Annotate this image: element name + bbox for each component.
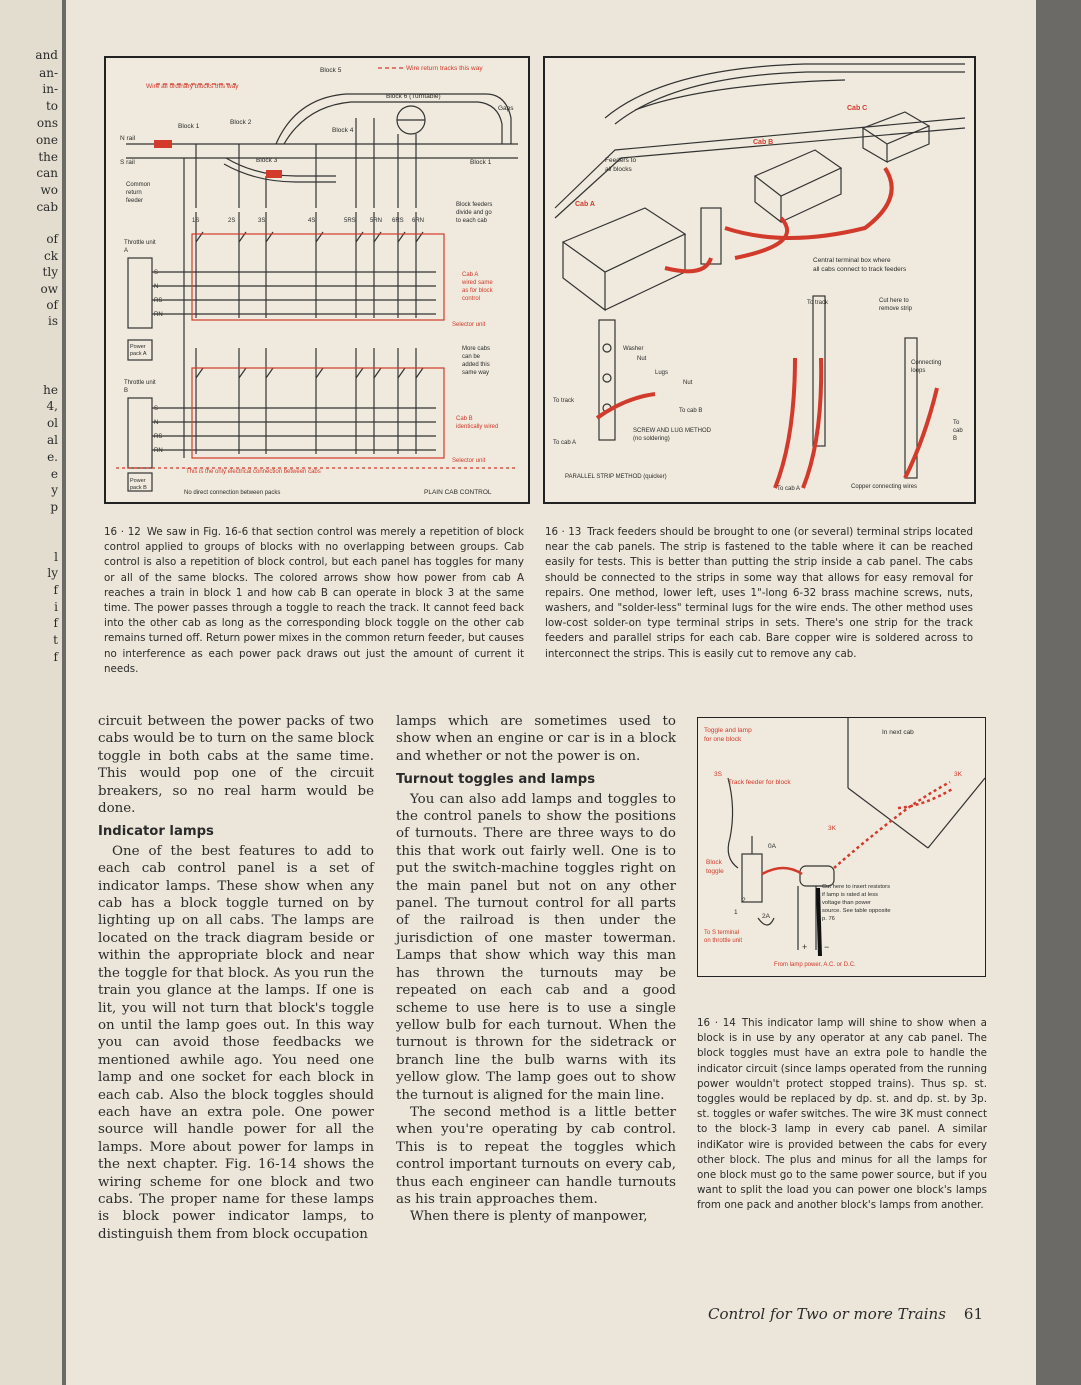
- label-block-feeders: to each cab: [456, 218, 488, 224]
- label-cab-a: Cab A: [462, 272, 479, 278]
- label-s-rail: S rail: [120, 159, 135, 166]
- label-to-cab-a: To cab A: [777, 486, 801, 492]
- label-block-6: Block 6 (Turntable): [386, 93, 441, 100]
- margin-fragment: tly: [42, 265, 58, 279]
- label-lugs: Lugs: [655, 370, 669, 376]
- page-number: 61: [963, 1305, 983, 1323]
- label-2a: 2A: [762, 913, 770, 920]
- heading-indicator-lamps: Indicator lamps: [98, 824, 214, 840]
- label-block-feeders: Block feeders: [456, 202, 493, 208]
- margin-fragment: e: [50, 467, 58, 481]
- margin-fragment: e.: [47, 450, 58, 464]
- label-screw-lug-method: SCREW AND LUG METHOD: [633, 428, 712, 434]
- label-feeders: all blocks: [605, 166, 632, 173]
- label-block-5: Block 5: [320, 67, 342, 74]
- label-block-2: Block 2: [230, 119, 252, 126]
- label-throttle-a: Throttle unit: [124, 240, 156, 246]
- adjacent-page-edge: [0, 0, 62, 1385]
- label-throttle-a: A: [124, 248, 129, 254]
- margin-fragment: the: [38, 150, 58, 164]
- label-3k: 3K: [954, 771, 962, 778]
- label-terminal: RN: [154, 312, 163, 318]
- label-wire-return: Wire return tracks this way: [406, 65, 483, 72]
- margin-fragment: t: [53, 633, 58, 647]
- margin-fragment: an-: [39, 66, 58, 80]
- label-common-return: Common: [126, 182, 151, 188]
- label-common-return: feeder: [126, 198, 144, 204]
- margin-fragment: al: [47, 433, 58, 447]
- label-cut-here: Cut here to: [879, 298, 909, 304]
- label-terminal: N: [154, 420, 159, 426]
- margin-fragment: cab: [36, 200, 58, 214]
- label-to-track: To track: [807, 300, 829, 306]
- label-toggle: 6RN: [412, 218, 425, 224]
- label-to-cab-b: To cab B: [679, 408, 703, 414]
- label-cab-a: as for block: [462, 288, 493, 294]
- label-more-cabs: added this: [462, 362, 490, 368]
- label-to-cab-b: cab: [953, 428, 963, 434]
- label-to-cab-a: To cab A: [553, 440, 577, 446]
- label-screw-lug-method: (no soldering): [633, 436, 670, 442]
- label-to-cab-b: To: [953, 420, 960, 426]
- margin-fragment: l: [54, 550, 58, 564]
- label-cab-b: Cab B: [753, 139, 774, 146]
- margin-fragment: p: [50, 500, 58, 514]
- margin-fragment: in-: [42, 82, 58, 96]
- label-common-return: return: [126, 190, 142, 196]
- label-plus: +: [802, 942, 808, 952]
- label-cab-a: control: [462, 296, 481, 302]
- caption-16-13: [545, 525, 973, 662]
- figure-plain-cab-control: [104, 56, 530, 504]
- label-toggle: 2S: [228, 218, 236, 224]
- label-in-next-cab: In next cab: [882, 729, 914, 736]
- label-parallel-strip: PARALLEL STRIP METHOD (quicker): [565, 474, 667, 480]
- page-footer: [708, 1305, 983, 1323]
- label-selector-unit: Selector unit: [452, 322, 486, 328]
- label-wire-ordinary: Wire all ordinary blocks this way: [146, 83, 239, 90]
- margin-fragment: of: [46, 298, 58, 312]
- margin-fragment: of: [46, 232, 58, 246]
- caption-16-12: [104, 525, 524, 677]
- label-connecting-loops: loops: [911, 368, 926, 374]
- margin-fragment: f: [53, 583, 58, 597]
- caption-number: 16 · 14: [697, 1017, 736, 1029]
- terminal-strip-diagram: [545, 58, 974, 502]
- label-cab-a: Cab A: [575, 201, 595, 208]
- label-feeders: Feeders to: [605, 157, 637, 164]
- label-from-lamp-power: From lamp power, A.C. or D.C.: [774, 962, 856, 968]
- label-2: 2: [742, 897, 746, 904]
- label-1: 1: [734, 909, 738, 916]
- heading-turnout-toggles: Turnout toggles and lamps: [396, 772, 596, 788]
- label-to-s-terminal: on throttle unit: [704, 938, 743, 944]
- label-central-terminal: Central terminal box where: [813, 257, 891, 264]
- label-minus: −: [824, 942, 830, 952]
- label-terminal: N: [154, 284, 159, 290]
- paragraph: circuit between the power packs of two cabs would be to turn on the same block toggle in both cabs at the same time. This would pop one of the circuit breakers, so no real harm would be done.: [98, 714, 374, 817]
- margin-fragment: he: [43, 383, 58, 397]
- label-washer: Washer: [623, 346, 644, 352]
- label-gaps: Gaps: [498, 105, 514, 112]
- label-track-feeder: Track feeder for block: [728, 779, 791, 786]
- text-column-1: [98, 713, 374, 1243]
- label-block-toggle: toggle: [706, 868, 724, 875]
- label-toggle-and-lamp: for one block: [704, 736, 742, 743]
- label-power-pack-b: Power: [130, 478, 146, 484]
- label-block-feeders: divide and go: [456, 210, 492, 216]
- label-throttle-b: Throttle unit: [124, 380, 156, 386]
- label-toggle: 5RN: [370, 218, 383, 224]
- margin-fragment: ck: [44, 249, 58, 263]
- label-power-pack-b: pack B: [130, 485, 147, 491]
- label-block-toggle: Block: [706, 859, 722, 866]
- label-only-connection: This is the only electrical connection between cabs: [186, 469, 321, 475]
- label-more-cabs: More cabs: [462, 346, 491, 352]
- text-column-2: [396, 713, 676, 1226]
- label-nut: Nut: [637, 356, 647, 362]
- label-cut-resistors: Cut here to insert resistors: [822, 884, 890, 890]
- label-block-1: Block 1: [178, 123, 200, 130]
- label-connecting-loops: Connecting: [911, 360, 942, 366]
- label-3k: 3K: [828, 825, 836, 832]
- label-block-1: Block 1: [470, 159, 492, 166]
- label-0a: 0A: [768, 843, 776, 850]
- indicator-lamp-wiring-diagram: [698, 718, 985, 976]
- label-block-4: Block 4: [332, 127, 354, 134]
- label-toggle: 4S: [308, 218, 316, 224]
- label-block-3: Block 3: [256, 157, 278, 164]
- figure-indicator-lamp: [697, 717, 986, 977]
- label-n-rail: N rail: [120, 135, 136, 142]
- label-toggle: 1S: [192, 218, 200, 224]
- paragraph: The second method is a little better when you're operating by cab control. This is to repeat the toggles which control important turnouts on every cab, thus each engineer can handle turnouts as his train approaches them.: [396, 1104, 676, 1207]
- paragraph: You can also add lamps and toggles to the control panels to show the positions of turnouts. There are three ways to do this that work out fairly well. One is to put the switch-machine toggles right on the main panel but not on any other panel. The turnout control for all parts of the railroad is then under the jurisdiction of one master towerman. Lamps that show which way this man has thrown the turnouts may be repeated on each cab and a good scheme to use here is to use a single yellow bulb for each turnout. When the turnout is thrown for the sidetrack or branch line the bulb warns with its yellow glow. The lamp goes out to show the turnout is aligned for the main line.: [396, 791, 676, 1103]
- label-no-direct: No direct connection between packs: [184, 490, 281, 496]
- caption-number: 16 · 13: [545, 526, 582, 538]
- paragraph: One of the best features to add to each cab control panel is a set of indicator lamps. These show when any cab has a block toggle turned on by lighting up on all cabs. The lamps are located on the track diagram beside or within the appropriate block and near the toggle for that block. As you run the train you glance at the lamps. If one is lit, you will not turn that block's toggle on until the lamp goes out. In this way you can avoid those feedbacks we mentioned awhile ago. You need one lamp and one socket for each block in each cab. Also the block toggles should each have an extra pole. One power source will handle power for all the lamps. More about power for lamps in the next chapter. Fig. 16-14 shows the wiring scheme for one block and two cabs. The proper name for these lamps is block power indicator lamps, to distinguish them from block occupation: [98, 843, 374, 1242]
- label-more-cabs: same way: [462, 370, 490, 376]
- margin-fragment: f: [53, 616, 58, 630]
- label-central-terminal: all cabs connect to track feeders: [813, 266, 907, 273]
- running-title: Control for Two or more Trains: [708, 1305, 946, 1323]
- margin-fragment: wo: [40, 183, 58, 197]
- margin-fragment: ons: [36, 116, 58, 130]
- margin-fragment: f: [53, 650, 58, 664]
- label-terminal: RS: [154, 434, 163, 440]
- diagram-title: PLAIN CAB CONTROL: [424, 489, 492, 496]
- label-cab-a: wired same: [462, 280, 493, 286]
- caption-16-14: [697, 1016, 987, 1214]
- caption-text: This indicator lamp will shine to show when a block is in use by any operator at any cab panel. The block toggles must have an extra pole to handle the indicator circuit (since lamps operated from the running power wouldn't protect stopped trains). Thus sp. st. toggles would be replaced by dp. st. and dp. st. by 3p. st. toggles or wafer switches. The wire 3K must connect to the block-3 lamp in every cab panel. A similar indiKator wire is provided between the cabs for every other block. The plus and minus for all the lamps for one block must go to the same power source, but if you want to split the load you can power one block's lamps from one pack and another block's lamps from another.: [697, 1017, 987, 1212]
- label-power-pack-a: pack A: [130, 351, 147, 357]
- label-cut-resistors: voltage than power: [822, 900, 871, 906]
- label-cab-c: Cab C: [847, 105, 868, 112]
- label-to-track: To track: [553, 398, 575, 404]
- label-terminal: S: [154, 270, 159, 276]
- label-toggle: 3S: [258, 218, 266, 224]
- margin-fragment: i: [54, 600, 58, 614]
- margin-fragment: is: [48, 314, 58, 328]
- label-cab-b: identically wired: [456, 424, 499, 430]
- margin-fragment: and: [35, 48, 58, 62]
- label-more-cabs: can be: [462, 354, 481, 360]
- figure-terminal-strips: [543, 56, 976, 504]
- label-terminal: RN: [154, 448, 163, 454]
- cab-control-wiring-diagram: [106, 58, 528, 502]
- margin-fragment: 4,: [46, 399, 58, 413]
- label-nut: Nut: [683, 380, 693, 386]
- label-toggle-and-lamp: Toggle and lamp: [704, 727, 752, 734]
- paragraph: lamps which are sometimes used to show when an engine or car is in a block and whether or not the power is on.: [396, 714, 676, 764]
- margin-fragment: to: [45, 99, 58, 113]
- label-to-cab-b: B: [953, 436, 958, 442]
- margin-fragment: one: [35, 133, 58, 147]
- label-cut-resistors: source. See table opposite: [822, 908, 891, 914]
- caption-text: We saw in Fig. 16-6 that section control was merely a repetition of block control applied to groups of blocks with no overlapping between groups. Cab control is also a repetition of block control, but each panel has toggles for many or all of the same blocks. The colored arrows show how power from cab A reaches a train in block 1 and how cab B can operate in block 3 at the same time. The power passes through a toggle to reach the track. It cannot feed back into the other cab as long as the corresponding block toggle on the other cab remains turned off. Return power mixes in the common return feeder, but causes no interference as each power pack draws out just the amount of current it needs.: [104, 526, 524, 675]
- label-toggle: 5RS: [344, 218, 356, 224]
- label-toggle: 6RS: [392, 218, 404, 224]
- caption-text: Track feeders should be brought to one (or several) terminal strips located near the cab panels. The strip is fastened to the table where it can be reached easily for tests. This is better than putting the strip inside a cab panel. The cabs should be connected to the strips in some way that allows for easy removal for repairs. One method, lower left, uses 1"-long 6-32 brass machine screws, nuts, washers, and "solder-less" terminal lugs for the wire ends. The other method uses low-cost solder-on type terminal strips in sets. There's one strip for the track feeders and parallel strips for each cab. Bare copper wire is soldered across to interconnect the strips. This is easily cut to remove any cab.: [545, 526, 973, 660]
- label-copper-wires: Copper connecting wires: [851, 484, 918, 490]
- caption-number: 16 · 12: [104, 526, 141, 538]
- margin-fragment: ol: [46, 416, 58, 430]
- margin-fragment: can: [36, 166, 58, 180]
- label-throttle-b: B: [124, 388, 129, 394]
- label-cut-resistors: p. 76: [822, 916, 835, 922]
- label-terminal: RS: [154, 298, 163, 304]
- label-cut-here: remove strip: [879, 306, 913, 312]
- label-power-pack-a: Power: [130, 344, 146, 350]
- margin-fragment: ly: [47, 566, 58, 580]
- margin-fragment: y: [51, 483, 58, 497]
- label-cut-resistors: if lamp is rated at less: [822, 892, 879, 898]
- label-3s: 3S: [714, 771, 722, 778]
- paragraph: When there is plenty of manpower,: [410, 1209, 648, 1225]
- margin-fragment: ow: [40, 282, 58, 296]
- label-selector-unit: Selector unit: [452, 458, 486, 464]
- label-terminal: S: [154, 406, 159, 412]
- label-to-s-terminal: To S terminal: [704, 930, 740, 936]
- label-cab-b: Cab B: [456, 416, 473, 422]
